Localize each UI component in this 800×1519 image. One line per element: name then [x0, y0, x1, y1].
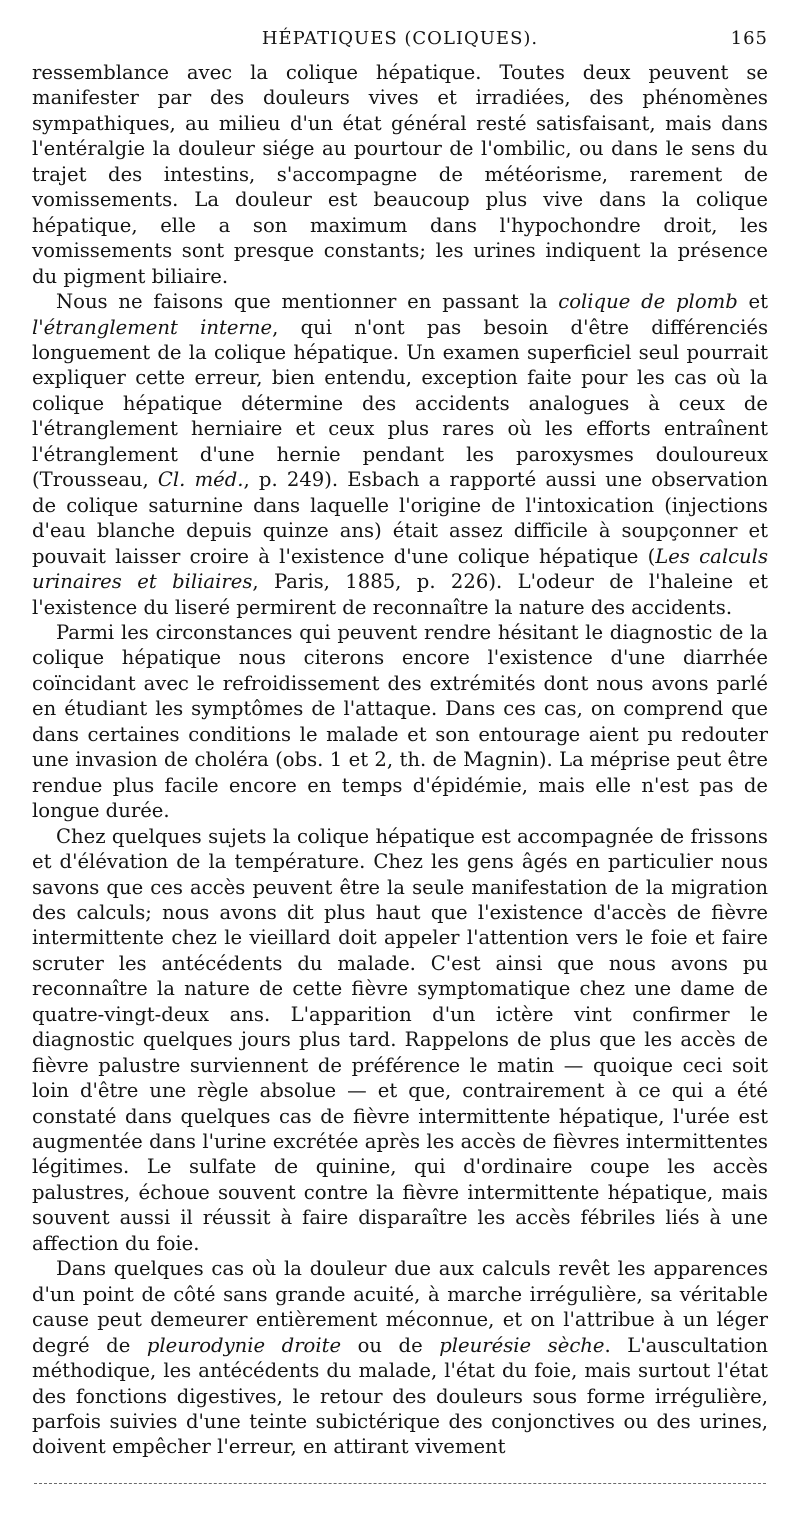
italic-text: pleurodynie droite: [146, 1333, 342, 1357]
text-run: et: [737, 290, 769, 314]
paragraph: [32, 289, 768, 620]
text-run: , qui n'ont pas besoin d'être différenciés longuement de la colique hépatique. Un examen superficiel seul pourrait expliquer cette erreur, bien entendu, exception faite pour les cas où la colique hépatique détermine des accidents analogues à ceux de l'étranglement herniaire et ceux plus rares où les efforts entraînent l'étranglement d'une hernie pendant les paroxysmes douloureux (Trousseau,: [32, 315, 768, 492]
text-run: ressemblance avec la colique hépatique. Toutes deux peuvent se manifester par des douleurs vives et irradiées, des phénomènes sympathiques, au milieu d'un état général resté satisfaisant, mais dans l'entéralgie la douleur siége au pourtour de l'ombilic, ou dans le sens du trajet des intestins, s'accompagne de météorisme, rarement de vomissements. La douleur est beaucoup plus vive dans la colique hépatique, elle a son maximum dans l'hypochondre droit, les vomissements sont presque constants; les urines indiquent la présence du pigment biliaire.: [32, 61, 768, 288]
text-run: . L'auscultation méthodique, les antécédents du malade, l'état du foie, mais surtout l'état des fonctions digestives, le retour des douleurs sous forme irrégulière, parfois suivies d'une teinte subictérique des conjonctives ou des urines, doivent empêcher l'erreur, en attirant vivement: [32, 1333, 768, 1459]
italic-text: colique de plomb: [558, 290, 738, 314]
text-run: Parmi les circonstances qui peuvent rendre hésitant le diagnostic de la colique hépatique nous citerons encore l'existence d'une diarrhée coïncidant avec le refroidissement des extrémités dont nous avons parlé en étudiant les symptômes de l'attaque. Dans ces cas, on comprend que dans certaines conditions le malade et son entourage aient pu redouter une invasion de choléra (obs. 1 et 2, th. de Magnin). La méprise peut être rendue plus facile encore en temps d'épidémie, mais elle n'est pas de longue durée.: [32, 620, 768, 823]
body-text: [32, 60, 768, 1460]
text-run: Chez quelques sujets la colique hépatique est accompagnée de frissons et d'élévation de la température. Chez les gens âgés en particulier nous savons que ces accès peuvent être la seule manifestation de la migration des calculs; nous avons dit plus haut que l'existence d'accès de fièvre intermittente chez le vieillard doit appeler l'attention vers le foie et faire scruter les antécédents du malade. C'est ainsi que nous avons pu reconnaître la nature de cette fièvre symptomatique chez une dame de quatre-vingt-deux ans. L'apparition d'un ictère vint confirmer le diagnostic quelques jours plus tard. Rappelons de plus que les accès de fièvre palustre surviennent de préférence le matin — quoique ceci soit loin d'être une règle absolue — et que, contrairement à ce qui a été constaté dans quelques cas de fièvre intermittente hépatique, l'urée est augmentée dans l'urine excrétée après les accès de fièvres intermittentes légitimes. Le sulfate de quinine, qui d'ordinaire coupe les accès palustres, échoue souvent contre la fièvre intermittente hépatique, mais souvent aussi il réussit à faire disparaître les accès fébriles liés à une affection du foie.: [32, 824, 768, 1255]
paragraph: [32, 824, 768, 1257]
italic-text: Cl. méd.: [157, 468, 244, 492]
text-run: ou de: [341, 1333, 440, 1357]
italic-text: l'étranglement interne: [32, 315, 273, 339]
running-title: HÉPATIQUES (COLIQUES).: [261, 28, 539, 49]
footer-rule: [34, 1483, 766, 1484]
text-run: Nous ne faisons que mentionner en passant la: [56, 290, 559, 314]
italic-text: Les calculs urinaires et biliaires: [32, 544, 768, 594]
text-run: Dans quelques cas où la douleur due aux calculs revêt les apparences d'un point de côté sans grande acuité, à marche irrégulière, sa véritable cause peut demeurer entièrement méconnue, et on l'attribue à un léger degré de: [32, 1257, 768, 1357]
page-number: 165: [730, 28, 768, 49]
italic-text: pleurésie sèche: [439, 1333, 605, 1357]
text-run: , p. 249). Esbach a rapporté aussi une observation de colique saturnine dans laquelle l'origine de l'intoxication (injections d'eau blanche depuis quinze ans) était assez difficile à soupçonner et pouvait laisser croire à l'existence d'une colique hépatique (: [32, 468, 768, 568]
paragraph: [32, 620, 768, 824]
running-header: [32, 28, 768, 54]
paragraph: [32, 1256, 768, 1460]
paragraph: [32, 60, 768, 289]
text-run: , Paris, 1885, p. 226). L'odeur de l'haleine et l'existence du liseré permirent de reconnaître la nature des accidents.: [32, 570, 768, 619]
